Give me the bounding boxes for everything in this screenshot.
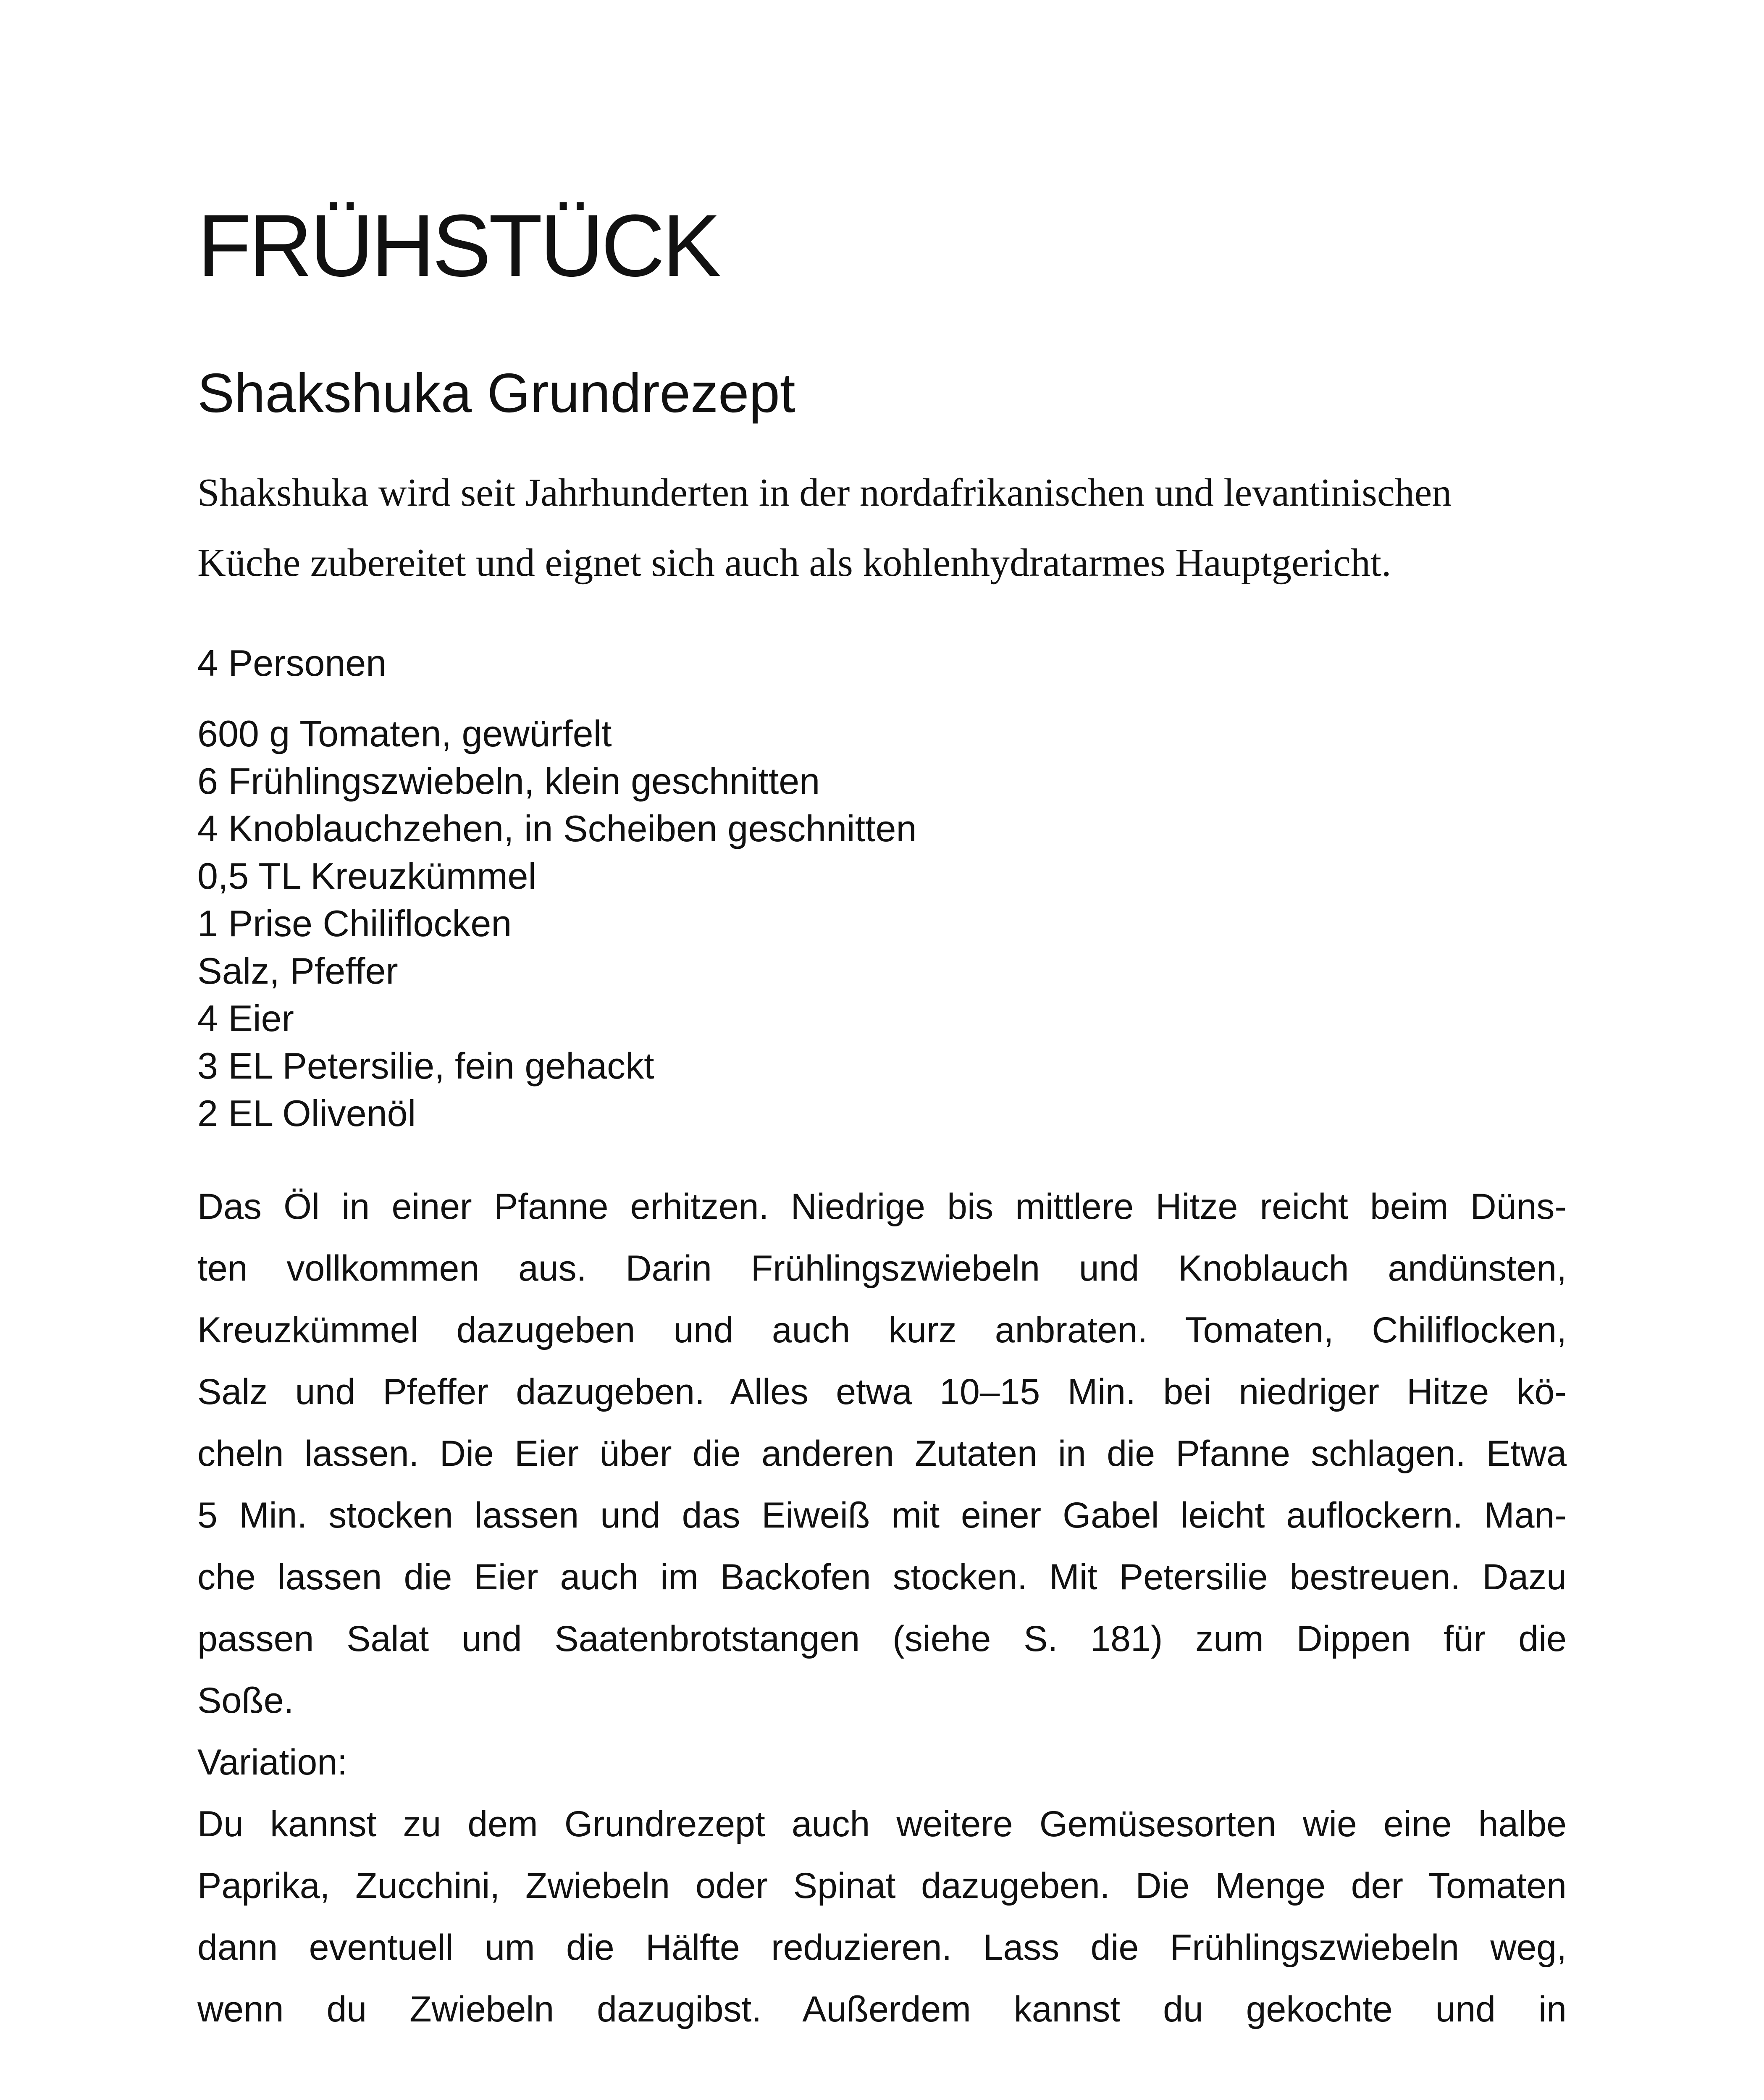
instruction-line: ten vollkommen aus. Darin Frühlingszwiebeln und Knoblauch andünsten, — [197, 1248, 1567, 1289]
recipe-title: Shakshuka Grundrezept — [197, 362, 795, 424]
instruction-line: Soße. — [197, 1680, 294, 1721]
recipe-intro — [197, 458, 1567, 598]
instruction-line: Kreuzkümmel dazugeben und auch kurz anbraten. Tomaten, Chiliflocken, — [197, 1310, 1567, 1350]
variation-line: dann eventuell um die Hälfte reduzieren. Lass die Frühlingszwiebeln weg, — [197, 1927, 1567, 1968]
ingredient-item: 3 EL Petersilie, fein gehackt — [197, 1045, 654, 1087]
variation-line: Du kannst zu dem Grundrezept auch weitere Gemüsesorten wie eine halbe — [197, 1804, 1567, 1844]
intro-line: Küche zubereitet und eignet sich auch als kohlenhydratarmes Hauptgericht. — [197, 541, 1391, 585]
instruction-line: che lassen die Eier auch im Backofen stocken. Mit Petersilie bestreuen. Dazu — [197, 1557, 1567, 1597]
instruction-line: passen Salat und Saatenbrotstangen (siehe S. 181) zum Dippen für die — [197, 1619, 1567, 1659]
instruction-line: Das Öl in einer Pfanne erhitzen. Niedrige bis mittlere Hitze reicht beim Düns- — [197, 1186, 1567, 1227]
instruction-line: 5 Min. stocken lassen und das Eiweiß mit einer Gabel leicht auflockern. Man- — [197, 1495, 1567, 1536]
ingredient-list — [197, 710, 916, 1137]
instruction-line: Salz und Pfeffer dazugeben. Alles etwa 10–15 Min. bei niedriger Hitze kö- — [197, 1372, 1567, 1412]
ingredient-item: 2 EL Olivenöl — [197, 1092, 416, 1134]
variation-heading: Variation: — [197, 1742, 347, 1782]
recipe-instructions — [197, 1176, 1567, 2040]
ingredient-item: 0,5 TL Kreuzkümmel — [197, 855, 536, 897]
ingredient-item: Salz, Pfeffer — [197, 950, 398, 992]
variation-line: wenn du Zwiebeln dazugibst. Außerdem kannst du gekochte und in — [197, 1989, 1567, 2029]
ingredient-item: 6 Frühlingszwiebeln, klein geschnitten — [197, 760, 820, 802]
intro-line: Shakshuka wird seit Jahrhunderten in der nordafrikanischen und levantinischen — [197, 471, 1452, 514]
ingredient-item: 4 Knoblauchzehen, in Scheiben geschnitten — [197, 808, 917, 849]
ingredient-item: 600 g Tomaten, gewürfelt — [197, 713, 612, 754]
ingredient-item: 4 Eier — [197, 998, 294, 1039]
servings: 4 Personen — [197, 642, 387, 684]
chapter-title: FRÜHSTÜCK — [197, 196, 719, 295]
instruction-line: cheln lassen. Die Eier über die anderen Zutaten in die Pfanne schlagen. Etwa — [197, 1433, 1567, 1474]
ingredient-item: 1 Prise Chiliflocken — [197, 903, 512, 944]
variation-line: Paprika, Zucchini, Zwiebeln oder Spinat dazugeben. Die Menge der Tomaten — [197, 1866, 1567, 1906]
